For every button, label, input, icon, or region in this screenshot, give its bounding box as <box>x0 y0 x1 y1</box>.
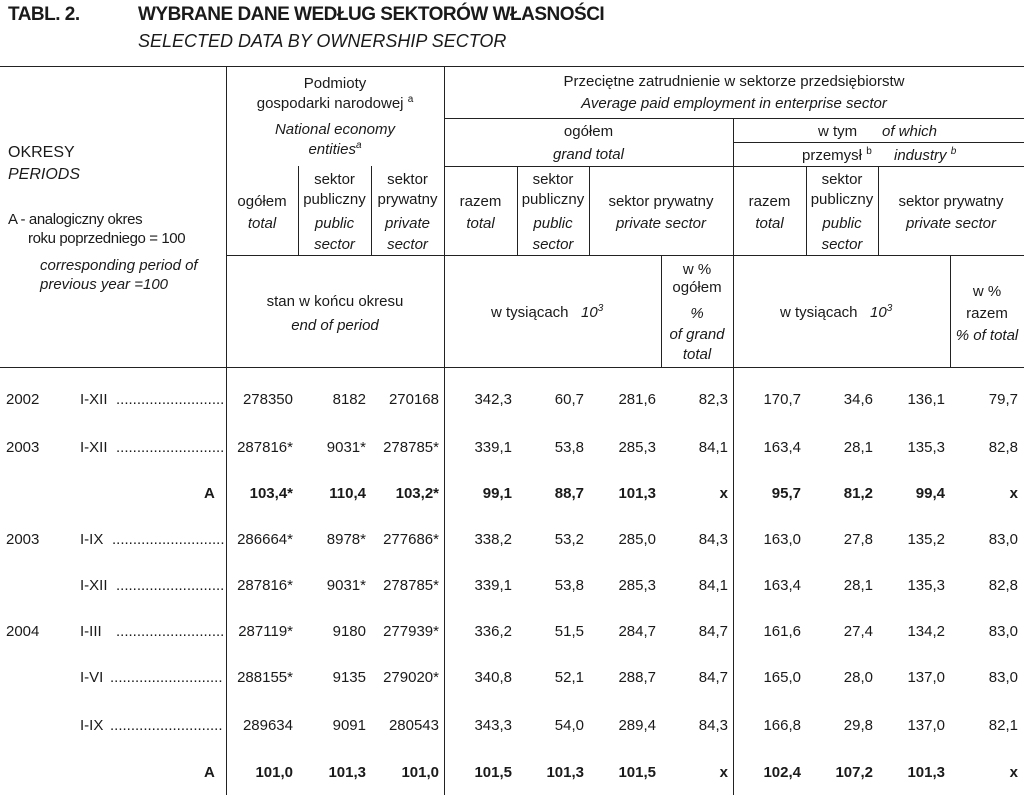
row-dots: ........................... <box>110 669 223 686</box>
row-period: I-IX <box>80 717 104 734</box>
row-period: I-XII <box>80 391 108 408</box>
row-period: I-III <box>80 623 102 640</box>
row-period: I-IX <box>80 531 104 548</box>
unit-wpct-1: w % <box>682 261 712 278</box>
cell: 166,8 <box>763 717 801 734</box>
cell: 28,1 <box>843 577 873 594</box>
hdr-grand-pl: ogółem <box>563 123 614 140</box>
cell: 287816* <box>237 439 293 456</box>
cell: 27,8 <box>843 531 873 548</box>
cell: 60,7 <box>554 391 584 408</box>
cell: 82,3 <box>698 391 728 408</box>
cell: 52,1 <box>554 669 584 686</box>
hdr-of-which: of which <box>882 123 938 140</box>
cell: 137,0 <box>907 669 945 686</box>
cell: 84,3 <box>698 531 728 548</box>
stub-a-line1: A - analogiczny okres <box>8 211 143 228</box>
col5-public: public <box>533 215 573 232</box>
cell: 95,7 <box>771 485 801 502</box>
cell: 83,0 <box>988 669 1018 686</box>
stub-a-en2: previous year =100 <box>40 276 168 293</box>
cell: 9091 <box>332 717 366 734</box>
row-dots: .......................... <box>116 439 225 456</box>
cell: 81,2 <box>843 485 873 502</box>
col2-sektor: sektor <box>314 171 355 188</box>
col4-pl: razem <box>459 193 502 210</box>
cell: 101,3 <box>328 764 366 781</box>
cell: 278785* <box>383 577 439 594</box>
col2-publiczny: publiczny <box>303 191 366 208</box>
col5-publiczny: publiczny <box>521 191 585 208</box>
cell: 289,4 <box>618 717 656 734</box>
row-year: 2003 <box>6 439 40 456</box>
cell: 103,2* <box>395 485 439 502</box>
col3-sector: sector <box>387 236 428 253</box>
cell: 101,5 <box>474 764 512 781</box>
col3-sektor: sektor <box>387 171 428 188</box>
cell: 101,0 <box>255 764 293 781</box>
cell: 277686* <box>383 531 439 548</box>
cell: 289634 <box>242 717 293 734</box>
cell: 28,0 <box>843 669 873 686</box>
cell: 8182 <box>332 391 366 408</box>
cell: 54,0 <box>554 717 584 734</box>
rule-units <box>226 255 1024 256</box>
cell: 278785* <box>383 439 439 456</box>
cell: 170,7 <box>763 391 801 408</box>
col2-sector: sector <box>314 236 355 253</box>
col1-pl: ogółem <box>237 193 287 210</box>
cell: 84,3 <box>698 717 728 734</box>
table-number: TABL. 2. <box>8 4 80 25</box>
cell: 102,4 <box>763 764 801 781</box>
cell: x <box>1009 764 1018 781</box>
stub-periods: PERIODS <box>8 166 81 183</box>
row-year: 2003 <box>6 531 40 548</box>
unit-tysiacach-1: w tysiącach $10^3$ <box>491 303 604 321</box>
unit-ofgrand-1: of grand <box>669 326 725 343</box>
cell: 84,1 <box>698 577 728 594</box>
unit-wpct-2: w % <box>972 283 1002 300</box>
col5-sector: sector <box>532 236 574 253</box>
cell: 84,7 <box>698 623 728 640</box>
col1011-pl: sektor prywatny <box>898 193 1004 210</box>
cell: 82,1 <box>988 717 1018 734</box>
cell: 287816* <box>237 577 293 594</box>
hdr-wtym: w tym <box>818 123 858 140</box>
cell: 136,1 <box>907 391 945 408</box>
row-period: I-XII <box>80 577 108 594</box>
unit-pct-1: % <box>690 305 704 322</box>
unit-pcttotal-2: % of total <box>955 327 1019 344</box>
col9-publiczny: publiczny <box>810 191 874 208</box>
rule-emp-sub <box>444 118 1024 119</box>
cell: 161,6 <box>763 623 801 640</box>
cell: 82,8 <box>988 577 1018 594</box>
cell: 51,5 <box>554 623 584 640</box>
col9-public: public <box>822 215 862 232</box>
row-dots: .......................... <box>116 391 225 408</box>
stub-okresy: OKRESY <box>8 144 75 161</box>
col8-pl: razem <box>748 193 791 210</box>
cell: 134,2 <box>907 623 945 640</box>
row-dots: .......................... <box>116 623 225 640</box>
cell: 135,3 <box>907 439 945 456</box>
cell: 82,8 <box>988 439 1018 456</box>
row-year: 2002 <box>6 391 40 408</box>
cell: 83,0 <box>988 531 1018 548</box>
cell: x <box>1009 485 1018 502</box>
cell: 284,7 <box>618 623 656 640</box>
cell: 343,3 <box>474 717 512 734</box>
cell: 338,2 <box>474 531 512 548</box>
hdr-gospodarki: gospodarki narodowej $^a$ <box>256 94 414 112</box>
col1011-en: private sector <box>905 215 997 232</box>
cell: 53,2 <box>554 531 584 548</box>
row-period: I-XII <box>80 439 108 456</box>
col4-en: total <box>466 215 495 232</box>
unit-end-of-period: end of period <box>291 317 379 334</box>
col3-prywatny: prywatny <box>377 191 438 208</box>
row-dots: .......................... <box>116 577 225 594</box>
hdr-average: Average paid employment in enterprise sector <box>581 95 887 112</box>
cell: 286664* <box>237 531 293 548</box>
table-title-polish: WYBRANE DANE WEDŁUG SEKTORÓW WŁASNOŚCI <box>138 4 605 25</box>
cell: 107,2 <box>835 764 873 781</box>
cell: 8978* <box>326 531 366 548</box>
cell: 9135 <box>332 669 366 686</box>
unit-razem-2: razem <box>966 305 1008 322</box>
cell: 288,7 <box>618 669 656 686</box>
hdr-przecietne: Przeciętne zatrudnienie w sektorze przedsiębiorstw <box>563 73 905 90</box>
hdr-national: National economy <box>274 121 396 138</box>
unit-ogolem-1: ogółem <box>672 279 722 296</box>
col67-en: private sector <box>615 215 707 232</box>
cell: 27,4 <box>843 623 873 640</box>
cell: 34,6 <box>843 391 873 408</box>
row-dots: ........................... <box>110 717 223 734</box>
cell: 278350 <box>242 391 293 408</box>
cell: 339,1 <box>474 439 512 456</box>
cell: 110,4 <box>329 485 366 502</box>
rule-top <box>0 66 1024 67</box>
unit-stan: stan w końcu okresu <box>266 293 404 310</box>
hdr-industry: industry $^b$ <box>894 146 957 164</box>
cell: 9031* <box>326 577 366 594</box>
cell: 339,1 <box>474 577 512 594</box>
cell: 103,4* <box>249 485 293 502</box>
cell: 336,2 <box>474 623 512 640</box>
row-period: I-VI <box>80 669 104 686</box>
cell: 101,3 <box>618 485 656 502</box>
cell: 101,3 <box>907 764 945 781</box>
cell: 340,8 <box>474 669 512 686</box>
cell: 9180 <box>332 623 366 640</box>
row-dots: ........................... <box>112 531 225 548</box>
cell: 88,7 <box>554 485 584 502</box>
cell: 84,7 <box>698 669 728 686</box>
col1-en: total <box>247 215 277 232</box>
row-period-a: A <box>204 764 215 781</box>
cell: 53,8 <box>554 577 584 594</box>
hdr-entities: entities$^a$ <box>308 140 362 158</box>
hdr-przemysl: przemysł $^b$ <box>802 146 872 164</box>
cell: 28,1 <box>843 439 873 456</box>
stub-a-en1: corresponding period of <box>40 257 198 274</box>
cell: 9031* <box>326 439 366 456</box>
cell: 53,8 <box>554 439 584 456</box>
cell: 101,5 <box>618 764 656 781</box>
cell: 163,4 <box>763 577 801 594</box>
cell: 29,8 <box>843 717 873 734</box>
cell: 165,0 <box>763 669 801 686</box>
cell: 84,1 <box>698 439 728 456</box>
col8-en: total <box>755 215 784 232</box>
cell: 163,4 <box>763 439 801 456</box>
cell: 99,1 <box>482 485 512 502</box>
cell: 285,3 <box>618 439 656 456</box>
unit-total-1: total <box>682 346 712 363</box>
cell: 101,3 <box>546 764 584 781</box>
cell: 285,3 <box>618 577 656 594</box>
cell: 137,0 <box>907 717 945 734</box>
cell: 135,3 <box>907 577 945 594</box>
cell: 101,0 <box>401 764 439 781</box>
col9-sector: sector <box>821 236 863 253</box>
unit-tysiacach-2: w tysiącach $10^3$ <box>780 303 893 321</box>
cell: 135,2 <box>907 531 945 548</box>
cell: 79,7 <box>988 391 1018 408</box>
cell: 277939* <box>383 623 439 640</box>
col9-sektor: sektor <box>821 171 863 188</box>
col5-sektor: sektor <box>532 171 574 188</box>
row-period-a: A <box>204 485 215 502</box>
cell: 281,6 <box>618 391 656 408</box>
table-title-english: SELECTED DATA BY OWNERSHIP SECTOR <box>138 31 507 51</box>
cell: 163,0 <box>763 531 801 548</box>
hdr-grand-en: grand total <box>553 146 624 163</box>
cell: 287119* <box>238 623 293 640</box>
cell: 342,3 <box>474 391 512 408</box>
stub-a-line2: roku poprzedniego = 100 <box>28 230 186 247</box>
cell: 270168 <box>388 391 439 408</box>
cell: x <box>719 485 728 502</box>
cell: 279020* <box>383 669 439 686</box>
row-year: 2004 <box>6 623 40 640</box>
hdr-podmioty: Podmioty <box>303 75 367 92</box>
col2-public: public <box>314 215 355 232</box>
rule-industry-sub <box>734 142 1024 143</box>
col3-private: private <box>384 215 431 232</box>
rule-body <box>0 367 1024 368</box>
cell: 83,0 <box>988 623 1018 640</box>
col67-pl: sektor prywatny <box>608 193 714 210</box>
cell: 280543 <box>388 717 439 734</box>
cell: 99,4 <box>915 485 945 502</box>
cell: 288155* <box>237 669 293 686</box>
cell: x <box>719 764 728 781</box>
cell: 285,0 <box>618 531 656 548</box>
